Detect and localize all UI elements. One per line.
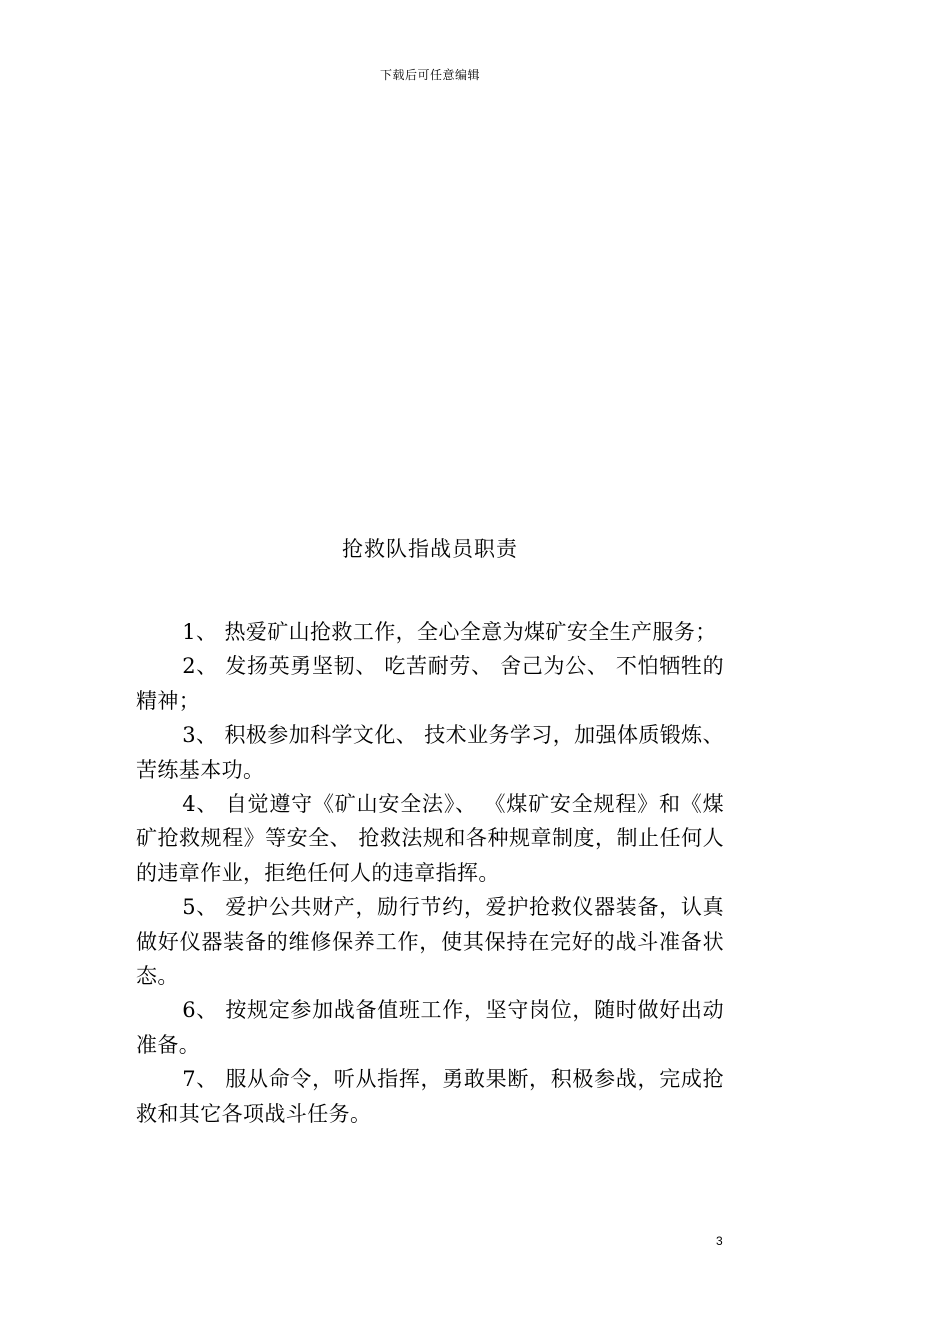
item-text: 发扬英勇坚韧、 吃苦耐劳、 舍己为公、 不怕牺牲的精神； — [136, 654, 724, 713]
list-item — [136, 718, 724, 787]
page-number: 3 — [716, 1234, 723, 1248]
list-item — [136, 890, 724, 993]
item-number: 7、 — [182, 1067, 218, 1092]
list-item — [136, 615, 724, 649]
header-note: 下载后可任意编辑 — [379, 68, 480, 82]
item-number: 6、 — [182, 998, 218, 1023]
list-item — [136, 993, 724, 1062]
item-text: 自觉遵守《矿山安全法》、 《煤矿安全规程》和《煤矿抢救规程》等安全、 抢救法规和各种规章制度，制止任何人的违章作业，拒绝任何人的违章指挥。 — [136, 792, 724, 885]
page-title: 抢救队指战员职责 — [342, 537, 518, 561]
item-number: 3、 — [182, 723, 218, 748]
item-number: 2、 — [182, 654, 218, 679]
item-text: 按规定参加战备值班工作，坚守岗位，随时做好出动准备。 — [136, 998, 724, 1057]
item-text: 服从命令，听从指挥，勇敢果断，积极参战，完成抢救和其它各项战斗任务。 — [136, 1067, 724, 1126]
item-number: 4、 — [182, 792, 219, 817]
duty-list — [136, 615, 724, 1131]
list-item — [136, 1062, 724, 1131]
item-number: 5、 — [182, 895, 218, 920]
item-text: 热爱矿山抢救工作，全心全意为煤矿安全生产服务； — [224, 620, 717, 644]
list-item — [136, 787, 724, 890]
item-number: 1、 — [182, 620, 218, 644]
list-item — [136, 649, 724, 718]
item-text: 积极参加科学文化、 技术业务学习，加强体质锻炼、 苦练基本功。 — [136, 723, 724, 782]
item-text: 爱护公共财产，励行节约，爱护抢救仪器装备，认真做好仪器装备的维修保养工作，使其保持在完好的战斗准备状态。 — [136, 895, 724, 989]
